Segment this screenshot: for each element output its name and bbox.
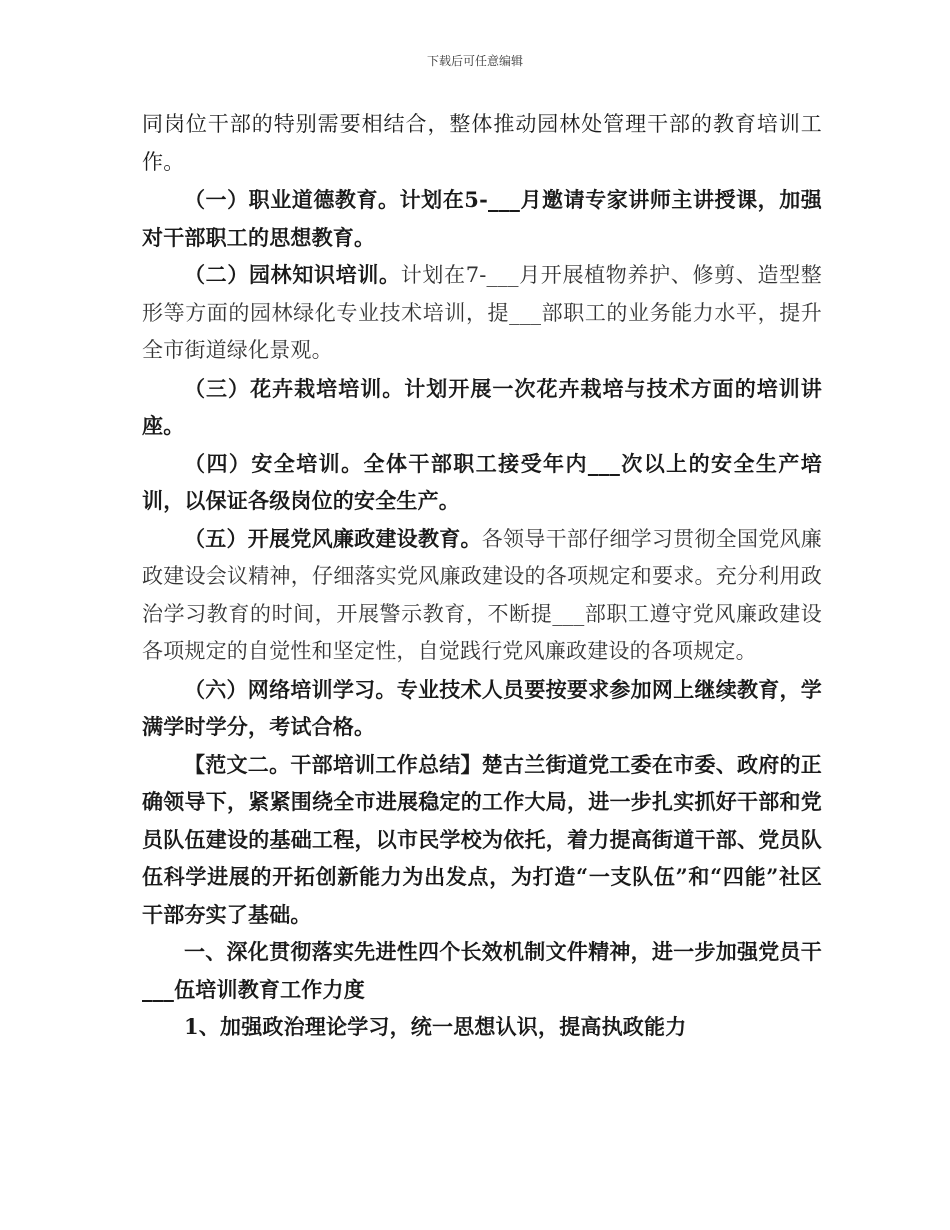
paragraph-flower-training <box>142 370 822 445</box>
paragraph-text: 全体干部职工接受年内___次以上的安全生产培训，以保证各级岗位的安全生产。 <box>142 450 822 513</box>
paragraph-subsection-one <box>142 1008 822 1046</box>
paragraph-text: 计划在5-___月邀请专家讲师主讲授课，加强对干部职工的思想教育。 <box>142 187 822 250</box>
section-heading: （五）开展党风廉政建设教育。 <box>184 525 482 551</box>
document-body <box>142 106 822 1046</box>
paragraph-sample-two <box>142 746 822 934</box>
paragraph-text: 1、加强政治理论学习，统一思想认识，提高执政能力 <box>184 1014 687 1039</box>
paragraph-section-one <box>142 933 822 1008</box>
paragraph-professional-ethics <box>142 181 822 256</box>
paragraph-online-training <box>142 671 822 746</box>
paragraph-integrity-education <box>142 520 822 671</box>
paragraph-text: 一、深化贯彻落实先进性四个长效机制文件精神，进一步加强党员干___伍培训教育工作力度 <box>142 939 822 1002</box>
page-header: 下载后可任意编辑 <box>426 54 523 68</box>
paragraph-text: 同岗位干部的特别需要相结合，整体推动园林处管理干部的教育培训工作。 <box>142 112 822 174</box>
section-heading: （四）安全培训。 <box>184 450 364 476</box>
section-heading: 【范文二。干部培训工作总结】 <box>184 751 482 777</box>
paragraph-landscape-training <box>142 256 822 370</box>
section-heading: （一）职业道德教育。 <box>184 187 400 212</box>
section-heading: （三）花卉栽培培训。 <box>184 375 405 401</box>
section-heading: （二）园林知识培训。 <box>184 262 401 287</box>
paragraph-text: 计划开展一次花卉栽培与技术方面的培训讲座。 <box>142 375 822 438</box>
paragraph-text: 计划在7-___月开展植物养护、修剪、造型整形等方面的园林绿化专业技术培训，提___部职工的业务能力水平，提升全市街道绿化景观。 <box>142 263 823 362</box>
paragraph-text: 专业技术人员要按要求参加网上继续教育，学满学时学分，考试合格。 <box>142 676 823 739</box>
paragraph-text: 楚古兰街道党工委在市委、政府的正确领导下，紧紧围绕全市进展稳定的工作大局，进一步扎实抓好干部和党员队伍建设的基础工程，以市民学校为依托，着力提高街道干部、党员队伍科学进展的开拓创新能力为出发点，为打造“一支队伍”和“四能”社区干部夯实了基础。 <box>142 751 822 927</box>
section-heading: （六）网络培训学习。 <box>184 676 397 702</box>
paragraph-text: 各领导干部仔细学习贯彻全国党风廉政建设会议精神，仔细落实党风廉政建设的各项规定和要求。充分利用政治学习教育的时间，开展警示教育，不断提___部职工遵守党风廉政建设各项规定的自觉性和坚定性，自觉践行党风廉政建设的各项规定。 <box>142 526 822 663</box>
paragraph-safety-training <box>142 445 822 520</box>
paragraph-continuation <box>142 106 822 181</box>
